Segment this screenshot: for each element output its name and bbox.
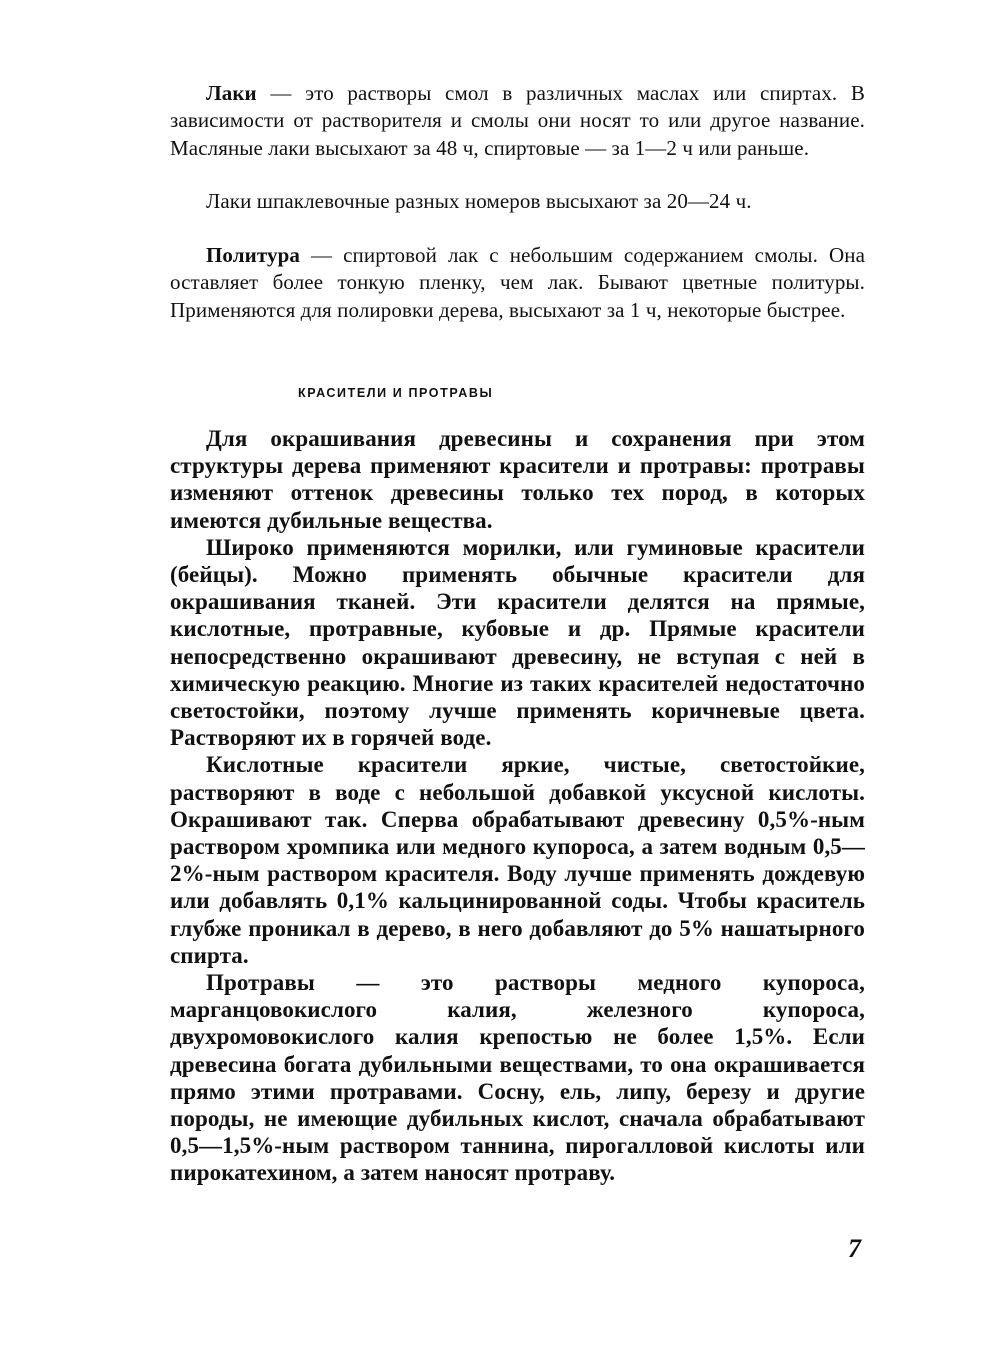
definition-text: — это растворы смол в различных маслах или спиртах. В зависимости от растворителя и смолы они носят то или другое название. Масляные лаки высыхают за 48 ч, спиртовые — за 1—2 ч или раньше.: [170, 81, 865, 160]
paragraph-stains: Широко применяются морилки, или гуминовые красители (бейцы). Можно применять обычные красители для окрашивания тканей. Эти красители делятся на прямые, кислотные, протравные, кубовые и др. Прямые красители непосредственно окрашивают древесину, не вступая с ней в химическую реакцию. Многие из таких красителей недостаточно светостойки, поэтому лучше применять коричневые цвета. Растворяют их в горячей воде.: [170, 534, 865, 751]
section-body: [170, 425, 865, 1187]
term-polish: Политура: [206, 243, 300, 267]
paragraph-dyes-intro: Для окрашивания древесины и сохранения при этом структуры дерева применяют красители и протравы: протравы изменяют оттенок древесины только тех пород, в которых имеются дубильные вещества.: [170, 426, 865, 533]
paragraph-varnishes: [170, 80, 865, 162]
page-number: 7: [848, 1234, 861, 1263]
paragraph-polish: [170, 242, 865, 324]
paragraph-text: [170, 80, 865, 162]
term-lacquers: Лаки: [206, 81, 257, 105]
paragraph-text: [170, 242, 865, 324]
definition-text: — спиртовой лак с небольшим содержанием смолы. Она оставляет более тонкую пленку, чем лак. Бывают цветные политуры. Применяются для полировки дерева, высыхают за 1 ч, некоторые быстрее.: [170, 243, 865, 322]
section-heading: КРАСИТЕЛИ И ПРОТРАВЫ: [298, 386, 494, 400]
paragraph-putty-varnishes: [170, 188, 865, 215]
paragraph-text: Лаки шпаклевочные разных номеров высыхают за 20—24 ч.: [206, 189, 752, 213]
paragraph-acid-dyes: Кислотные красители яркие, чистые, светостойкие, растворяют в воде с небольшой добавкой уксусной кислоты. Окрашивают так. Сперва обрабатывают древесину 0,5%-ным раствором хромпика или медного купороса, а затем водным 0,5—2%-ным раствором красителя. Воду лучше применять дождевую или добавлять 0,1% кальцинированной соды. Чтобы краситель глубже проникал в дерево, в него добавляют до 5% нашатырного спирта.: [170, 752, 865, 968]
paragraph-mordants: Протравы — это растворы медного купороса, марганцовокислого калия, железного купороса, двухромовокислого калия крепостью не более 1,5%. Если древесина богата дубильными веществами, то она окрашивается прямо этими протравами. Сосну, ель, липу, березу и другие породы, не имеющие дубильных кислот, сначала обрабатывают 0,5—1,5%-ным раствором таннина, пирогалловой кислоты или пирокатехином, а затем наносят протраву.: [170, 970, 865, 1186]
